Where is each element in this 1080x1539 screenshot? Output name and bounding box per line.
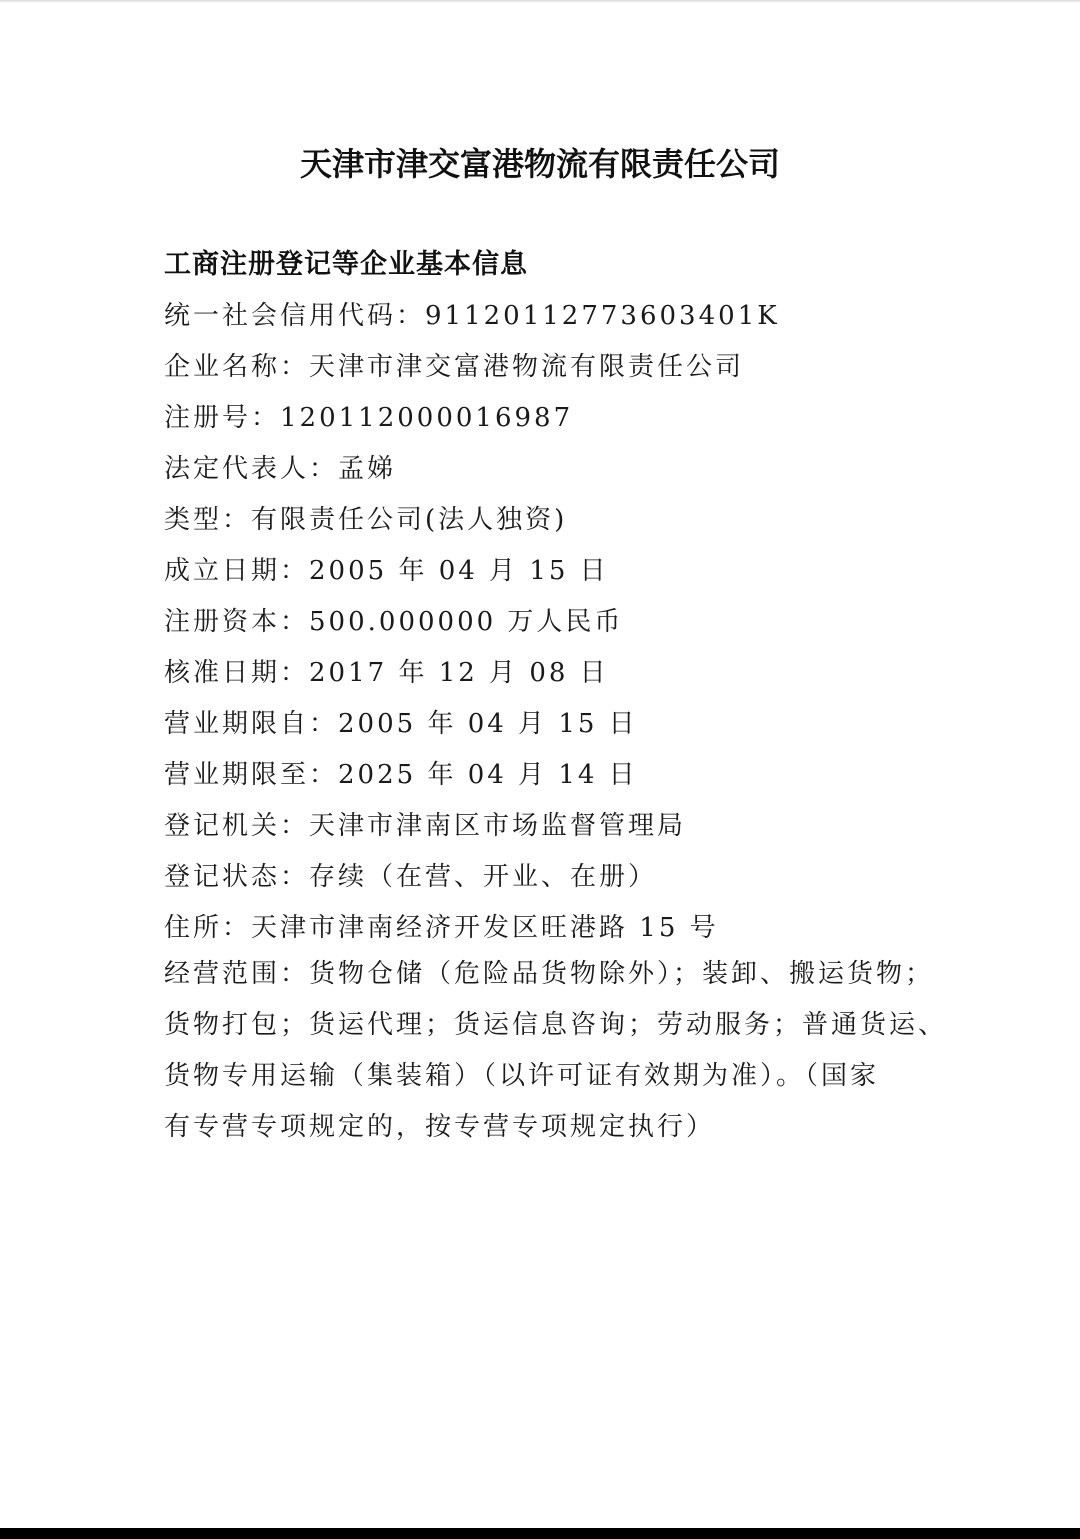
field-value: 2025 年 04 月 14 日 [338, 760, 638, 790]
field-value: 孟娣 [338, 454, 397, 484]
top-edge-shadow [0, 0, 1080, 3]
field-value: 2017 年 12 月 08 日 [309, 658, 609, 688]
field-term-from [164, 703, 934, 754]
field-address [164, 907, 934, 958]
field-company-type [164, 499, 934, 550]
field-value: 天津市津交富港物流有限责任公司 [309, 352, 745, 382]
field-legal-representative [164, 448, 934, 499]
field-label: 住所： [164, 913, 252, 943]
field-value: 天津市津南区市场监督管理局 [309, 811, 687, 841]
field-company-name [164, 346, 934, 397]
business-scope-line: 有专营专项规定的，按专营专项规定执行） [164, 1112, 716, 1142]
field-registration-authority [164, 805, 934, 856]
field-label: 登记机关： [164, 811, 310, 841]
business-scope-line: 货物打包；货运代理；货运信息咨询；劳动服务；普通货运、 [164, 1010, 948, 1040]
field-term-to [164, 754, 934, 805]
field-label: 注册资本： [164, 607, 310, 637]
field-registration-number [164, 397, 934, 448]
business-scope-line: 经营范围：货物仓储（危险品货物除外）；装卸、搬运货物； [164, 959, 935, 989]
field-label: 登记状态： [164, 862, 310, 892]
field-label: 营业期限自： [164, 709, 339, 739]
field-label: 法定代表人： [164, 454, 339, 484]
field-value: 500.000000 万人民币 [309, 607, 624, 637]
field-value: 2005 年 04 月 15 日 [338, 709, 638, 739]
field-label: 类型： [164, 505, 252, 535]
field-credit-code [164, 295, 934, 346]
field-registration-status [164, 856, 934, 907]
field-established-date [164, 550, 934, 601]
field-label: 营业期限至： [164, 760, 339, 790]
document-title: 天津市津交富港物流有限责任公司 [299, 145, 780, 183]
field-value: 120112000016987 [280, 403, 574, 433]
bottom-black-bar [0, 1528, 1080, 1539]
field-value: 2005 年 04 月 15 日 [309, 556, 609, 586]
field-value: 有限责任公司(法人独资) [251, 505, 568, 535]
field-label: 统一社会信用代码： [164, 301, 426, 331]
field-label: 成立日期： [164, 556, 310, 586]
field-label: 企业名称： [164, 352, 310, 382]
business-scope-paragraph [164, 953, 948, 1157]
field-value: 存续（在营、开业、在册） [309, 862, 658, 892]
section-heading: 工商注册登记等企业基本信息 [164, 249, 528, 280]
field-registered-capital [164, 601, 934, 652]
field-label: 核准日期： [164, 658, 310, 688]
field-value: 91120112773603401K [425, 301, 780, 331]
business-scope-line: 货物专用运输（集装箱）（以许可证有效期为准）。（国家 [164, 1061, 880, 1091]
field-value: 天津市津南经济开发区旺港路 15 号 [251, 913, 719, 943]
field-label: 注册号： [164, 403, 281, 433]
field-approval-date [164, 652, 934, 703]
registration-info-list [164, 295, 934, 958]
